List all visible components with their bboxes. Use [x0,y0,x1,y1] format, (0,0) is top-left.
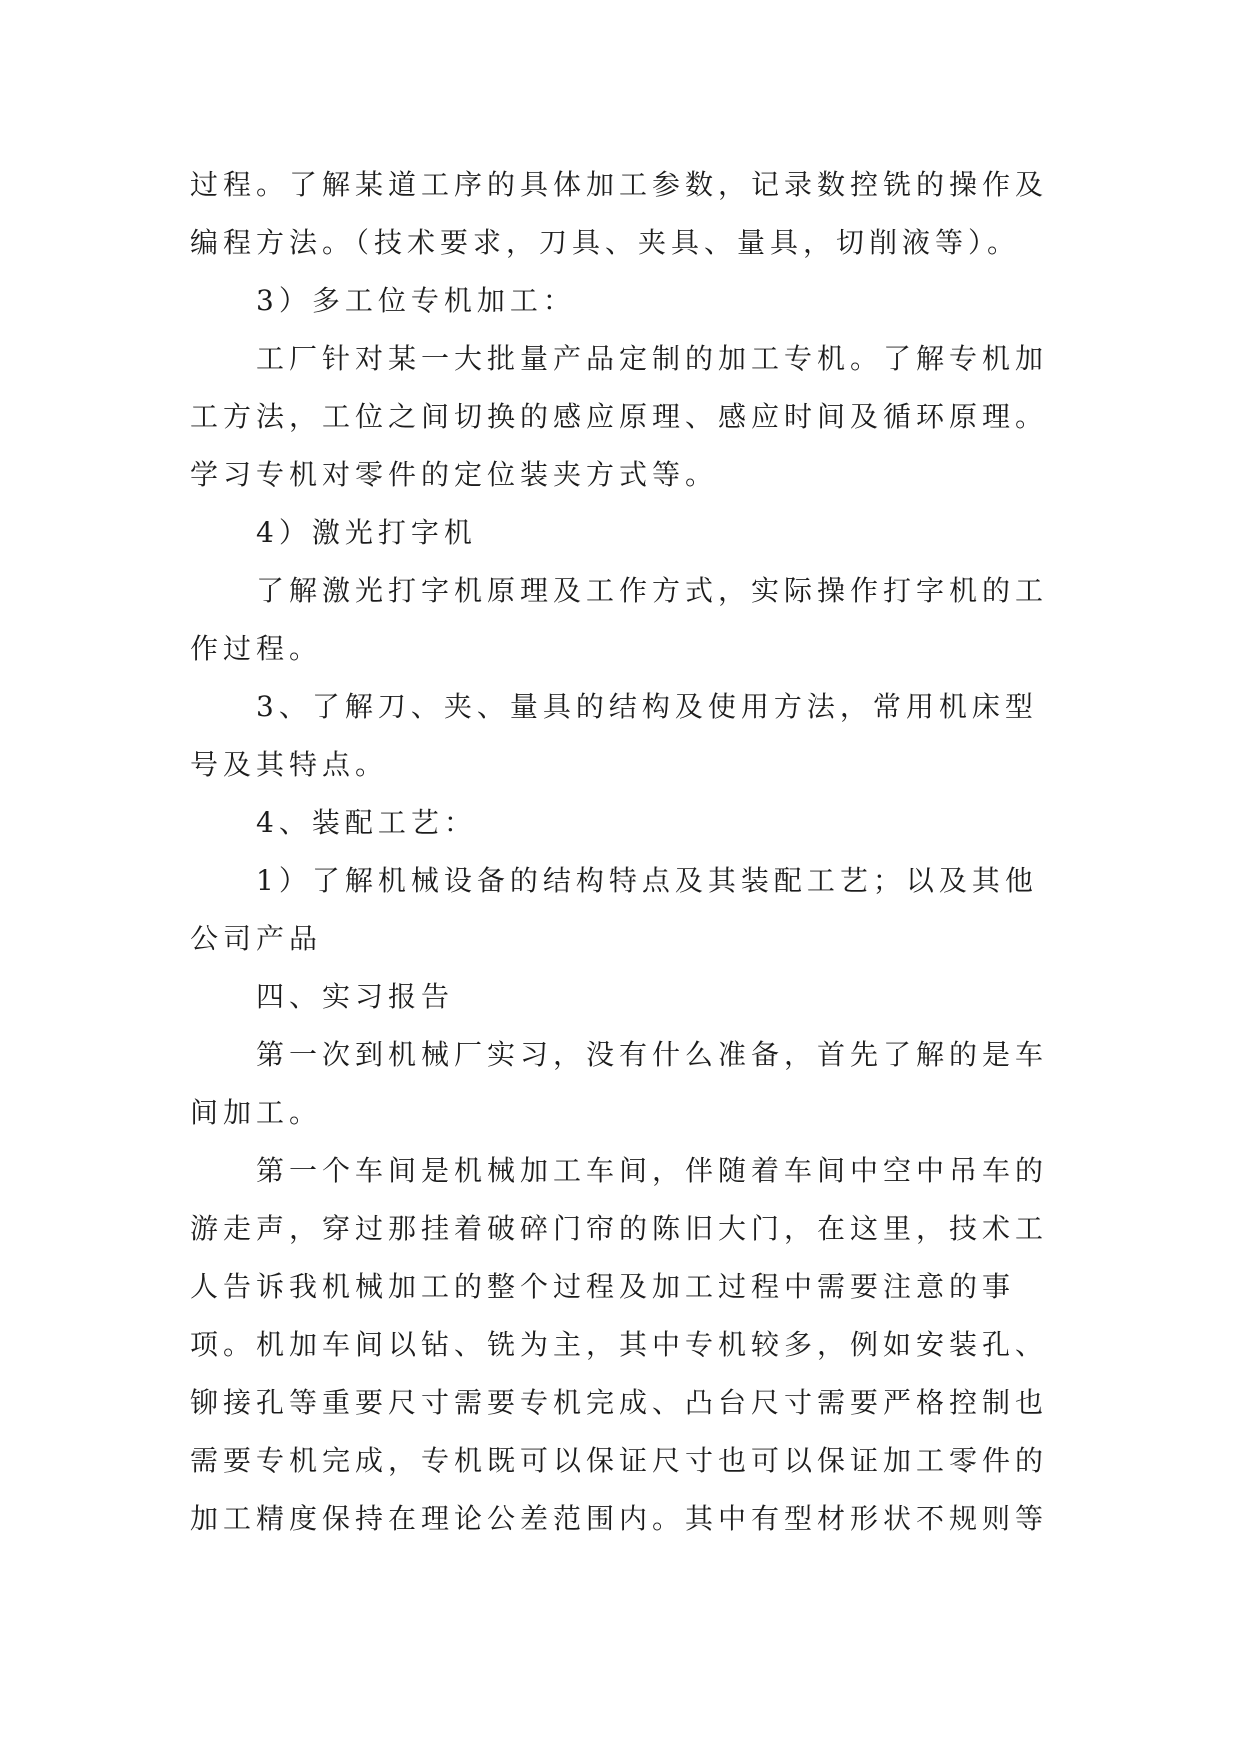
text-line: 工方法，工位之间切换的感应原理、感应时间及循环原理。 [190,400,1049,433]
paragraph [190,330,1170,504]
text-line: 公司产品 [190,922,323,955]
text-line: 加工精度保持在理论公差范围内。其中有型材形状不规则等 [190,1502,1049,1535]
paragraph [190,852,1170,968]
text-line: 第一次到机械厂实习，没有什么准备，首先了解的是车 [256,1038,1049,1071]
paragraph-continued [190,156,1170,272]
document-page [190,156,1170,1548]
text-line: 4）激光打字机 [256,516,477,549]
text-line: 作过程。 [190,632,323,665]
text-line: 需要专机完成，专机既可以保证尺寸也可以保证加工零件的 [190,1444,1049,1477]
text-line: 学习专机对零件的定位装夹方式等。 [190,458,719,491]
text-line: 3）多工位专机加工： [256,284,576,317]
text-line: 间加工。 [190,1096,323,1129]
text-line: 1）了解机械设备的结构特点及其装配工艺；以及其他 [256,864,1038,897]
subheading-laser-marking-machine [190,504,1170,562]
text-line: 工厂针对某一大批量产品定制的加工专机。了解专机加 [256,342,1049,375]
text-line: 编程方法。（技术要求，刀具、夹具、量具，切削液等）。 [190,226,1021,259]
section-heading-internship-report [190,968,1170,1026]
text-line: 第一个车间是机械加工车间，伴随着车间中空中吊车的 [256,1154,1049,1187]
text-line: 了解激光打字机原理及工作方式，实际操作打字机的工 [256,574,1049,607]
text-line: 铆接孔等重要尺寸需要专机完成、凸台尺寸需要严格控制也 [190,1386,1049,1419]
paragraph [190,678,1170,794]
text-line: 人告诉我机械加工的整个过程及加工过程中需要注意的事 [190,1270,1016,1303]
text-line: 号及其特点。 [190,748,389,781]
paragraph [190,562,1170,678]
text-line: 4、装配工艺： [256,806,477,839]
text-line: 四、实习报告 [256,980,455,1013]
paragraph [190,1142,1170,1548]
subheading-multi-station-machine [190,272,1170,330]
text-line: 3、了解刀、夹、量具的结构及使用方法，常用机床型 [256,690,1038,723]
text-line: 过程。了解某道工序的具体加工参数，记录数控铣的操作及 [190,168,1049,201]
text-line: 项。机加车间以钻、铣为主，其中专机较多，例如安装孔、 [190,1328,1049,1361]
text-line: 游走声，穿过那挂着破碎门帘的陈旧大门，在这里，技术工 [190,1212,1049,1245]
subheading-assembly-process [190,794,1170,852]
paragraph [190,1026,1170,1142]
